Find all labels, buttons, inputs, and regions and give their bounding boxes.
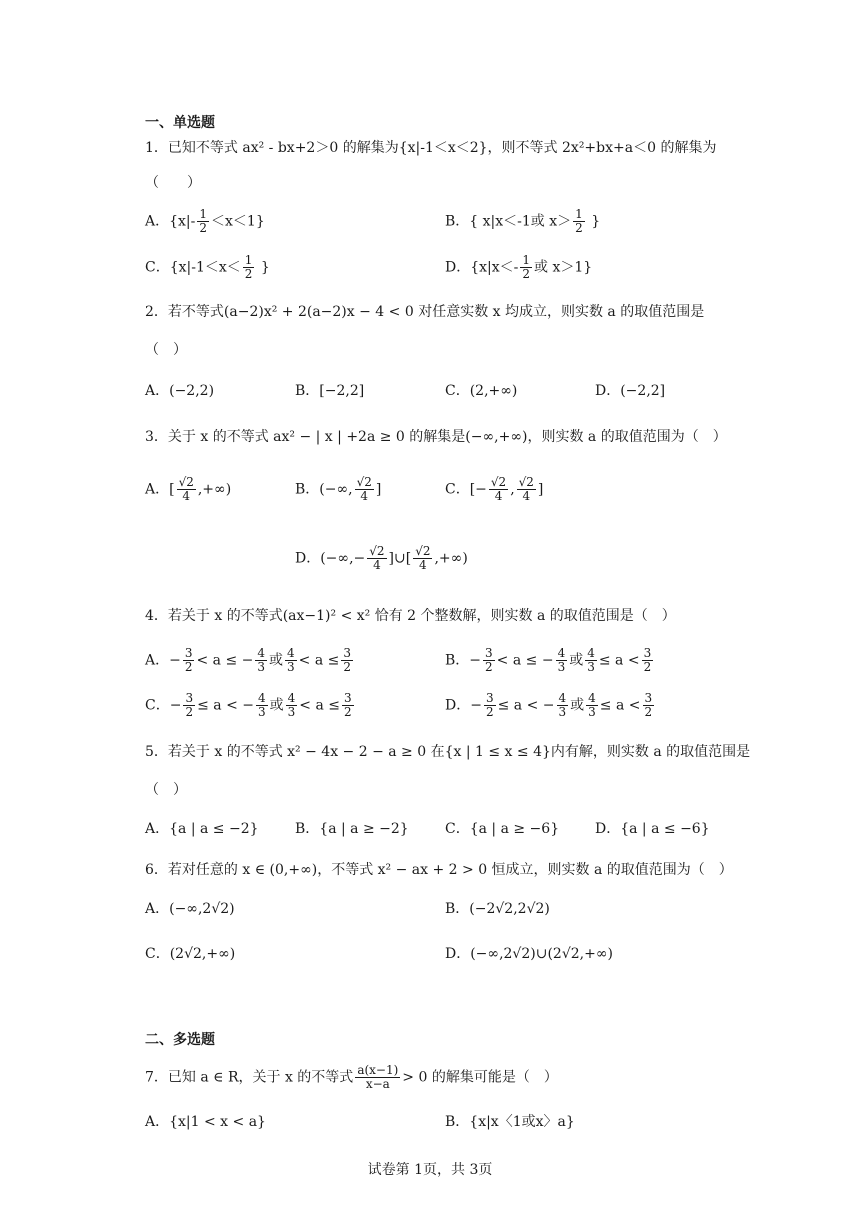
q5-paren: （ ） <box>145 782 187 798</box>
q3-option-d[interactable]: D．(−∞,− $\frac{√2}{4}$ ]∪[ $\frac{√2}{4}$ ,+∞) <box>295 544 468 573</box>
q5-option-a[interactable]: A．{a | a ≤ −2} <box>145 821 259 837</box>
q7-option-b[interactable]: B．{x|x〈1或x〉a} <box>445 1114 575 1130</box>
q2-option-c[interactable]: C．(2,+∞) <box>445 383 518 399</box>
q5-stem: 5．若关于 x 的不等式 x² − 4x − 2 − a ≥ 0 在{x | 1 ≤ x ≤ 4}内有解，则实数 a 的取值范围是 <box>145 744 751 760</box>
section-title-multiple-choice: 二、多选题 <box>145 1032 215 1048</box>
q1-paren: （ ） <box>145 175 201 191</box>
q7-stem: 7．已知 a ∈ R，关于 x 的不等式 $\frac{a(x-1)}{x-a}$ > 0 的解集可能是（ ） <box>145 1063 558 1092</box>
q6-stem: 6．若对任意的 x ∈ (0,+∞)，不等式 x² − ax + 2 > 0 恒成立，则实数 a 的取值范围为（ ） <box>145 862 733 878</box>
section-title-single-choice: 一、单选题 <box>145 115 215 131</box>
q2-option-a[interactable]: A．(−2,2) <box>145 383 215 399</box>
q7-option-a[interactable]: A．{x|1 < x < a} <box>145 1114 266 1130</box>
q5-option-c[interactable]: C．{a | a ≥ −6} <box>445 821 560 837</box>
q1-option-a[interactable]: A．{x|- $\frac{1}{2}$ ＜x＜1} <box>145 207 265 236</box>
q6-option-c[interactable]: C．(2√2,+∞) <box>145 946 236 962</box>
q1-option-d[interactable]: D．{x|x＜- $\frac{1}{2}$ 或 x＞1} <box>445 253 593 282</box>
q6-option-a[interactable]: A．(−∞,2√2) <box>145 901 235 917</box>
q1-option-b[interactable]: B．{ x|x＜-1或 x＞ $\frac{1}{2}$ } <box>445 207 601 236</box>
q5-option-b[interactable]: B．{a | a ≥ −2} <box>295 821 409 837</box>
q3-option-b[interactable]: B．(−∞, $\frac{√2}{4}$ ] <box>295 475 382 504</box>
q2-stem: 2．若不等式(a−2)x² + 2(a−2)x − 4 < 0 对任意实数 x 均成立，则实数 a 的取值范围是 <box>145 304 705 320</box>
q4-stem: 4．若关于 x 的不等式(ax−1)² < x² 恰有 2 个整数解，则实数 a 的取值范围是（ ） <box>145 608 676 624</box>
q3-option-c[interactable]: C．[− $\frac{√2}{4}$ , $\frac{√2}{4}$ ] <box>445 475 544 504</box>
q4-option-d[interactable]: D．− $\frac{3}{2}$ ≤ a < − $\frac{4}{3}$ 或 $\frac{4}{3}$ ≤ a < $\frac{3}{2}$ <box>445 691 653 720</box>
q1-stem: 1．已知不等式 ax² - bx+2＞0 的解集为{x|-1＜x＜2}，则不等式 2x²+bx+a＜0 的解集为 <box>145 140 717 156</box>
page-footer: 试卷第 1页，共 3页 <box>367 1162 493 1178</box>
q2-paren: （ ） <box>145 342 187 358</box>
q2-option-d[interactable]: D．(−2,2] <box>595 383 666 399</box>
q4-option-c[interactable]: C．− $\frac{3}{2}$ ≤ a < − $\frac{4}{3}$ 或 $\frac{4}{3}$ < a ≤ $\frac{3}{2}$ <box>145 691 352 720</box>
q3-option-a[interactable]: A．[ $\frac{√2}{4}$ ,+∞) <box>145 475 232 504</box>
q6-option-d[interactable]: D．(−∞,2√2)∪(2√2,+∞) <box>445 946 613 962</box>
q6-option-b[interactable]: B．(−2√2,2√2) <box>445 901 550 917</box>
q2-option-b[interactable]: B．[−2,2] <box>295 383 365 399</box>
q1-option-c[interactable]: C．{x|-1＜x＜ $\frac{1}{2}$ } <box>145 253 270 282</box>
q4-option-a[interactable]: A．− $\frac{3}{2}$ < a ≤ − $\frac{4}{3}$ 或 $\frac{4}{3}$ < a ≤ $\frac{3}{2}$ <box>145 646 352 675</box>
q4-option-b[interactable]: B．− $\frac{3}{2}$ < a ≤ − $\frac{4}{3}$ 或 $\frac{4}{3}$ ≤ a < $\frac{3}{2}$ <box>445 646 652 675</box>
q3-stem: 3．关于 x 的不等式 ax² − | x | +2a ≥ 0 的解集是(−∞,+∞)，则实数 a 的取值范围为（ ） <box>145 429 727 445</box>
q5-option-d[interactable]: D．{a | a ≤ −6} <box>595 821 710 837</box>
